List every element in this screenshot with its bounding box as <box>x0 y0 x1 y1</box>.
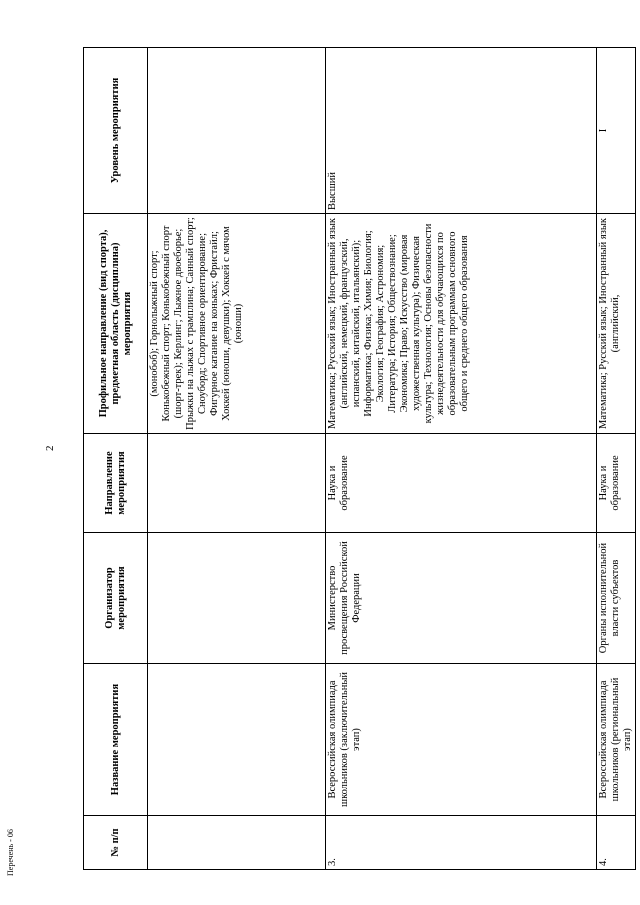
cell-direction <box>148 434 326 533</box>
cell-number: 4. <box>597 816 636 870</box>
table-row <box>148 48 326 870</box>
header-profile: Профильное направление (вид спорта), предметная область (дисциплина) мероприятия <box>84 214 148 434</box>
header-organizer: Организатор мероприятия <box>84 533 148 664</box>
header-number: № п/п <box>84 816 148 870</box>
table-row <box>597 48 636 870</box>
header-direction: Направление мероприятия <box>84 434 148 533</box>
cell-organizer: Органы исполнительной власти субъектов <box>597 533 636 664</box>
cell-name: Всероссийская олимпиада школьников (региональный этап) <box>597 664 636 816</box>
events-table <box>83 47 636 870</box>
cell-organizer: Министерство просвещения Российской Федерации <box>326 533 597 664</box>
cell-direction: Наука и образование <box>326 434 597 533</box>
cell-organizer <box>148 533 326 664</box>
cell-profile: Математика; Русский язык; Иностранный язык (английский, <box>597 214 636 434</box>
page-number: 2 <box>44 445 56 451</box>
header-name: Название мероприятия <box>84 664 148 816</box>
cell-direction: Наука и образование <box>597 434 636 533</box>
cell-profile: Математика; Русский язык; Иностранный язык (английский, немецкий, французский, испанский, китайский, итальянский); Информатика; Физика; Химия; Биология; Экология; География; Астрономия; Литература; История; Обществознание; Экономика; Право; Искусство (мировая художественная культура); Физическая культура; Технология; Основы безопасности жизнедеятельности для обучающихся по образовательным программам основного общего и среднего общего образования <box>326 214 597 434</box>
cell-level <box>148 48 326 214</box>
cell-name <box>148 664 326 816</box>
cell-profile: (монобоб); Горнолыжный спорт; Конькобежный спорт; Конькобежный спорт (шорт-трек); Керлинг; Лыжное двоеборье; Прыжки на лыжах с трамплина; Санный спорт; Сноуборд; Спортивное ориентирование; Фигурное катание на коньках; Фристайл; Хоккей (юноши, девушки); Хоккей с мячом (юноши) <box>148 214 326 434</box>
cell-level: I <box>597 48 636 214</box>
rotated-table-container <box>83 48 633 870</box>
footer-note: Перечень - 06 <box>6 829 15 876</box>
header-level: Уровень мероприятия <box>84 48 148 214</box>
cell-level: Высший <box>326 48 597 214</box>
cell-name: Всероссийская олимпиада школьников (заключительный этап) <box>326 664 597 816</box>
cell-number <box>148 816 326 870</box>
table-header-row <box>84 48 148 870</box>
cell-number: 3. <box>326 816 597 870</box>
table-row <box>326 48 597 870</box>
